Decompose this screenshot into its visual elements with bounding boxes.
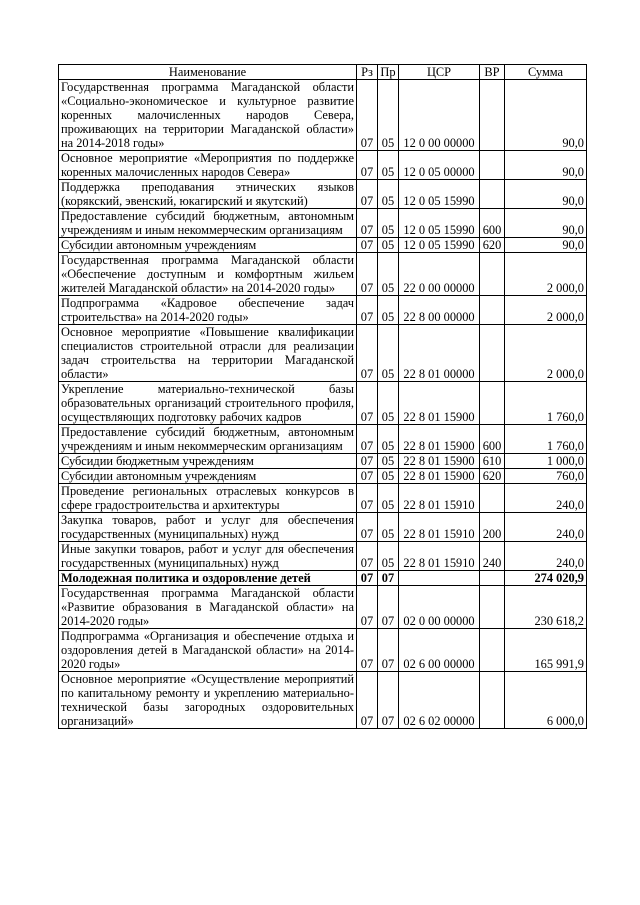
cell-name: Субсидии автономным учреждениям bbox=[59, 469, 357, 484]
cell-csr bbox=[399, 571, 480, 586]
cell-rz: 07 bbox=[357, 425, 378, 454]
cell-csr: 22 8 00 00000 bbox=[399, 296, 480, 325]
cell-sum: 760,0 bbox=[505, 469, 587, 484]
cell-name: Государственная программа Магаданской области «Обеспечение доступным и комфортным жильем жителей Магаданской области» на 2014-2020 годы» bbox=[59, 253, 357, 296]
cell-csr: 12 0 05 15990 bbox=[399, 209, 480, 238]
table-row bbox=[59, 180, 587, 209]
cell-pr: 05 bbox=[378, 454, 399, 469]
cell-rz: 07 bbox=[357, 672, 378, 729]
cell-vr bbox=[480, 484, 505, 513]
table-row bbox=[59, 425, 587, 454]
cell-sum: 2 000,0 bbox=[505, 253, 587, 296]
cell-name: Субсидии автономным учреждениям bbox=[59, 238, 357, 253]
cell-pr: 05 bbox=[378, 325, 399, 382]
cell-rz: 07 bbox=[357, 513, 378, 542]
cell-csr: 22 8 01 15910 bbox=[399, 484, 480, 513]
cell-csr: 22 8 01 00000 bbox=[399, 325, 480, 382]
cell-pr: 05 bbox=[378, 238, 399, 253]
cell-pr: 05 bbox=[378, 484, 399, 513]
cell-vr bbox=[480, 151, 505, 180]
table-row bbox=[59, 586, 587, 629]
cell-rz: 07 bbox=[357, 296, 378, 325]
cell-csr: 22 8 01 15900 bbox=[399, 469, 480, 484]
cell-name: Поддержка преподавания этнических языков (корякский, эвенский, юкагирский и якутский) bbox=[59, 180, 357, 209]
cell-vr bbox=[480, 382, 505, 425]
cell-csr: 12 0 05 15990 bbox=[399, 180, 480, 209]
cell-vr bbox=[480, 253, 505, 296]
cell-pr: 07 bbox=[378, 586, 399, 629]
cell-rz: 07 bbox=[357, 571, 378, 586]
cell-name: Проведение региональных отраслевых конкурсов в сфере градостроительства и архитектуры bbox=[59, 484, 357, 513]
cell-name: Государственная программа Магаданской области «Социально-экономическое и культурное развитие коренных малочисленных народов Севера, проживающих на территории Магаданской области» на 2014-2018 годы» bbox=[59, 80, 357, 151]
cell-name: Укрепление материально-технической базы образовательных организаций строительного профиля, осуществляющих подготовку рабочих кадров bbox=[59, 382, 357, 425]
table-row bbox=[59, 484, 587, 513]
cell-rz: 07 bbox=[357, 629, 378, 672]
table-row bbox=[59, 672, 587, 729]
cell-csr: 22 8 01 15900 bbox=[399, 425, 480, 454]
cell-name: Субсидии бюджетным учреждениям bbox=[59, 454, 357, 469]
cell-rz: 07 bbox=[357, 80, 378, 151]
table-row bbox=[59, 629, 587, 672]
table-row bbox=[59, 513, 587, 542]
cell-sum: 6 000,0 bbox=[505, 672, 587, 729]
table-row bbox=[59, 296, 587, 325]
cell-sum: 240,0 bbox=[505, 484, 587, 513]
cell-sum: 2 000,0 bbox=[505, 325, 587, 382]
cell-sum: 90,0 bbox=[505, 180, 587, 209]
cell-pr: 05 bbox=[378, 296, 399, 325]
cell-vr bbox=[480, 80, 505, 151]
cell-rz: 07 bbox=[357, 325, 378, 382]
cell-sum: 90,0 bbox=[505, 80, 587, 151]
cell-sum: 90,0 bbox=[505, 238, 587, 253]
cell-pr: 05 bbox=[378, 80, 399, 151]
cell-vr: 600 bbox=[480, 209, 505, 238]
cell-pr: 05 bbox=[378, 542, 399, 571]
header-rz: Рз bbox=[357, 65, 378, 80]
cell-csr: 12 0 00 00000 bbox=[399, 80, 480, 151]
cell-vr bbox=[480, 325, 505, 382]
cell-rz: 07 bbox=[357, 469, 378, 484]
cell-rz: 07 bbox=[357, 542, 378, 571]
table-row bbox=[59, 80, 587, 151]
cell-sum: 165 991,9 bbox=[505, 629, 587, 672]
cell-rz: 07 bbox=[357, 180, 378, 209]
header-name: Наименование bbox=[59, 65, 357, 80]
cell-pr: 05 bbox=[378, 151, 399, 180]
table-row bbox=[59, 325, 587, 382]
budget-table bbox=[58, 64, 587, 729]
cell-name: Подпрограмма «Кадровое обеспечение задач строительства» на 2014-2020 годы» bbox=[59, 296, 357, 325]
table-row bbox=[59, 253, 587, 296]
cell-name: Подпрограмма «Организация и обеспечение отдыха и оздоровления детей в Магаданской области» на 2014-2020 годы» bbox=[59, 629, 357, 672]
cell-csr: 22 8 01 15910 bbox=[399, 513, 480, 542]
header-csr: ЦСР bbox=[399, 65, 480, 80]
cell-vr: 620 bbox=[480, 469, 505, 484]
cell-pr: 05 bbox=[378, 513, 399, 542]
cell-rz: 07 bbox=[357, 454, 378, 469]
cell-vr bbox=[480, 180, 505, 209]
cell-pr: 05 bbox=[378, 209, 399, 238]
table-row bbox=[59, 209, 587, 238]
cell-sum: 2 000,0 bbox=[505, 296, 587, 325]
cell-vr: 610 bbox=[480, 454, 505, 469]
cell-name: Основное мероприятие «Осуществление мероприятий по капитальному ремонту и укреплению материально-технической базы загородных оздоровительных организаций» bbox=[59, 672, 357, 729]
table-row bbox=[59, 238, 587, 253]
cell-rz: 07 bbox=[357, 484, 378, 513]
cell-pr: 07 bbox=[378, 672, 399, 729]
cell-pr: 05 bbox=[378, 469, 399, 484]
cell-rz: 07 bbox=[357, 586, 378, 629]
cell-name: Основное мероприятие «Мероприятия по поддержке коренных малочисленных народов Севера» bbox=[59, 151, 357, 180]
cell-pr: 05 bbox=[378, 253, 399, 296]
cell-name: Закупка товаров, работ и услуг для обеспечения государственных (муниципальных) нужд bbox=[59, 513, 357, 542]
cell-sum: 240,0 bbox=[505, 513, 587, 542]
cell-csr: 12 0 05 15990 bbox=[399, 238, 480, 253]
table-body bbox=[59, 80, 587, 729]
cell-vr bbox=[480, 672, 505, 729]
cell-vr bbox=[480, 629, 505, 672]
cell-name: Молодежная политика и оздоровление детей bbox=[59, 571, 357, 586]
cell-vr: 240 bbox=[480, 542, 505, 571]
table-row bbox=[59, 469, 587, 484]
cell-pr: 07 bbox=[378, 571, 399, 586]
cell-vr bbox=[480, 586, 505, 629]
cell-pr: 07 bbox=[378, 629, 399, 672]
table-header-row bbox=[59, 65, 587, 80]
table-row bbox=[59, 151, 587, 180]
cell-sum: 1 760,0 bbox=[505, 425, 587, 454]
cell-pr: 05 bbox=[378, 382, 399, 425]
header-sum: Сумма bbox=[505, 65, 587, 80]
cell-name: Основное мероприятие «Повышение квалификации специалистов строительной отрасли для реализации задач строительства на территории Магаданской области» bbox=[59, 325, 357, 382]
cell-rz: 07 bbox=[357, 151, 378, 180]
table-row bbox=[59, 542, 587, 571]
cell-rz: 07 bbox=[357, 253, 378, 296]
cell-csr: 02 6 02 00000 bbox=[399, 672, 480, 729]
cell-sum: 90,0 bbox=[505, 209, 587, 238]
cell-vr bbox=[480, 571, 505, 586]
cell-sum: 230 618,2 bbox=[505, 586, 587, 629]
header-pr: Пр bbox=[378, 65, 399, 80]
cell-name: Предоставление субсидий бюджетным, автономным учреждениям и иным некоммерческим организациям bbox=[59, 209, 357, 238]
cell-csr: 22 0 00 00000 bbox=[399, 253, 480, 296]
table-row bbox=[59, 454, 587, 469]
cell-vr: 620 bbox=[480, 238, 505, 253]
cell-vr: 200 bbox=[480, 513, 505, 542]
cell-csr: 22 8 01 15910 bbox=[399, 542, 480, 571]
cell-sum: 274 020,9 bbox=[505, 571, 587, 586]
cell-rz: 07 bbox=[357, 209, 378, 238]
cell-vr bbox=[480, 296, 505, 325]
cell-sum: 1 760,0 bbox=[505, 382, 587, 425]
cell-sum: 240,0 bbox=[505, 542, 587, 571]
cell-csr: 22 8 01 15900 bbox=[399, 382, 480, 425]
cell-name: Государственная программа Магаданской области «Развитие образования в Магаданской области» на 2014-2020 годы» bbox=[59, 586, 357, 629]
table-row bbox=[59, 571, 587, 586]
cell-csr: 02 6 00 00000 bbox=[399, 629, 480, 672]
cell-pr: 05 bbox=[378, 425, 399, 454]
cell-csr: 02 0 00 00000 bbox=[399, 586, 480, 629]
cell-name: Иные закупки товаров, работ и услуг для обеспечения государственных (муниципальных) нужд bbox=[59, 542, 357, 571]
header-vr: ВР bbox=[480, 65, 505, 80]
cell-sum: 90,0 bbox=[505, 151, 587, 180]
cell-name: Предоставление субсидий бюджетным, автономным учреждениям и иным некоммерческим организациям bbox=[59, 425, 357, 454]
cell-pr: 05 bbox=[378, 180, 399, 209]
cell-rz: 07 bbox=[357, 238, 378, 253]
cell-csr: 22 8 01 15900 bbox=[399, 454, 480, 469]
cell-csr: 12 0 05 00000 bbox=[399, 151, 480, 180]
cell-sum: 1 000,0 bbox=[505, 454, 587, 469]
cell-rz: 07 bbox=[357, 382, 378, 425]
cell-vr: 600 bbox=[480, 425, 505, 454]
table-row bbox=[59, 382, 587, 425]
